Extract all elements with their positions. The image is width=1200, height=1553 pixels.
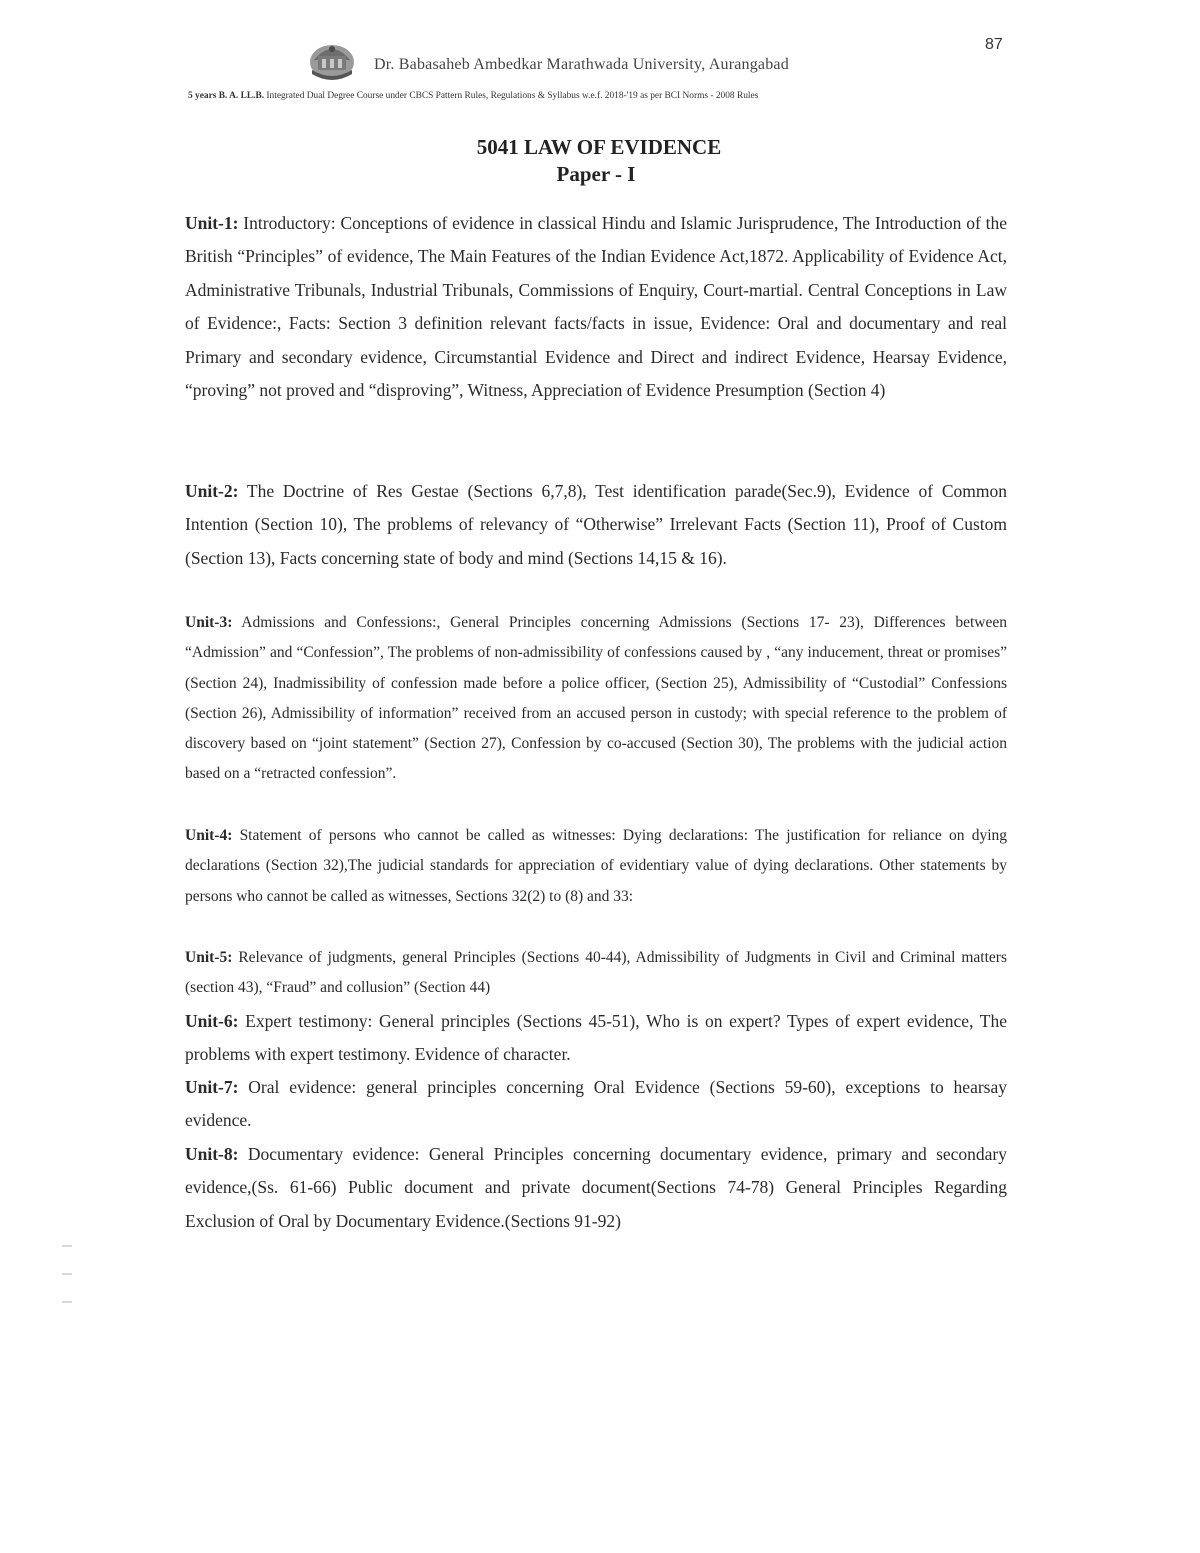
scan-margin-mark [62,1273,72,1275]
unit-6-text: Expert testimony: General principles (Sections 45-51), Who is on expert? Types of expert evidence, The problems with expert testimony. Evidence of character. [185,1011,1008,1065]
course-details: Integrated Dual Degree Course under CBCS Pattern Rules, Regulations & Syllabus w.e.f. 2018-'19 as per BCI Norms - 2008 Rules [266,91,759,101]
unit-2-text: The Doctrine of Res Gestae (Sections 6,7,8), Test identification parade(Sec.9), Evidence of Common Intention (Section 10), The problems of relevancy of “Otherwise” Irrelevant Facts (Section 11), Proof of Custom (Section 13), Facts concerning state of body and mind (Sections 14,15 & 16). [185,481,1007,568]
course-name: 5 years B. A. LL.B. [188,91,265,101]
page-number: 87 [985,36,1003,53]
paper-subtitle: Paper - I [556,162,636,186]
unit-1-label: Unit-1: [185,213,239,233]
unit-7-paragraph [185,1071,1007,1138]
unit-6-label: Unit-6: [185,1011,239,1031]
unit-5-paragraph [185,943,1007,1004]
university-logo [306,40,358,80]
university-name: Dr. Babasaheb Ambedkar Marathwada University, Aurangabad [374,56,789,73]
page-title: 5041 LAW OF EVIDENCE [476,135,722,159]
unit-1-paragraph [185,207,1007,407]
unit-2-paragraph [185,475,1007,575]
unit-4-text: Statement of persons who cannot be called as witnesses: Dying declarations: The justification for reliance on dying declarations (Section 32),The judicial standards for appreciation of evidentiary value of dying declarations. Other statements by persons who cannot be called as witnesses, Sections 32(2) to (8) and 33: [185,827,1007,905]
unit-5-text: Relevance of judgments, general Principles (Sections 40-44), Admissibility of Judgments in Civil and Criminal matters (section 43), “Fraud” and collusion” (Section 44) [185,949,1007,997]
unit-7-label: Unit-7: [185,1077,239,1097]
unit-7-text: Oral evidence: general principles concerning Oral Evidence (Sections 59-60), exceptions to hearsay evidence. [185,1077,1007,1131]
unit-5-label: Unit-5: [185,949,233,966]
title-block [0,135,1200,187]
unit-4-label: Unit-4: [185,827,233,844]
unit-3-label: Unit-3: [185,614,233,631]
unit-8-text: Documentary evidence: General Principles concerning documentary evidence, primary and secondary evidence,(Ss. 61-66) Public document and private document(Sections 74-78) General Principles Regarding Exclusion of Oral by Documentary Evidence.(Sections 91-92) [185,1144,1008,1231]
unit-3-paragraph [185,608,1007,790]
unit-3-text: Admissions and Confessions:, General Principles concerning Admissions (Sections 17- 23), Differences between “Admission” and “Confession”, The problems of non-admissibility of confessions caused by , “any inducement, threat or promises” (Section 24), Inadmissibility of confession made before a police officer, (Section 25), Admissibility of “Custodial” Confessions (Section 26), Admissibility of information” received from an accused person in custody; with special reference to the problem of discovery based on “joint statement” (Section 27), Confession by co-accused (Section 30), The problems with the judicial action based on a “retracted confession”. [185,614,1007,783]
course-description [188,91,958,101]
unit-1-text: Introductory: Conceptions of evidence in classical Hindu and Islamic Jurisprudence, The Introduction of the British “Principles” of evidence, The Main Features of the Indian Evidence Act,1872. Applicability of Evidence Act, Administrative Tribunals, Industrial Tribunals, Commissions of Enquiry, Court-martial. Central Conceptions in Law of Evidence:, Facts: Section 3 definition relevant facts/facts in issue, Evidence: Oral and documentary and real Primary and secondary evidence, Circumstantial Evidence and Direct and indirect Evidence, Hearsay Evidence, “proving” not proved and “disproving”, Witness, Appreciation of Evidence Presumption (Section 4) [185,213,1007,401]
scan-margin-mark [62,1301,72,1303]
scan-margin-mark [62,1245,72,1247]
unit-4-paragraph [185,821,1007,912]
unit-2-label: Unit-2: [185,481,239,501]
unit-6-paragraph [185,1005,1007,1072]
unit-8-label: Unit-8: [185,1144,239,1164]
unit-8-paragraph [185,1138,1007,1238]
